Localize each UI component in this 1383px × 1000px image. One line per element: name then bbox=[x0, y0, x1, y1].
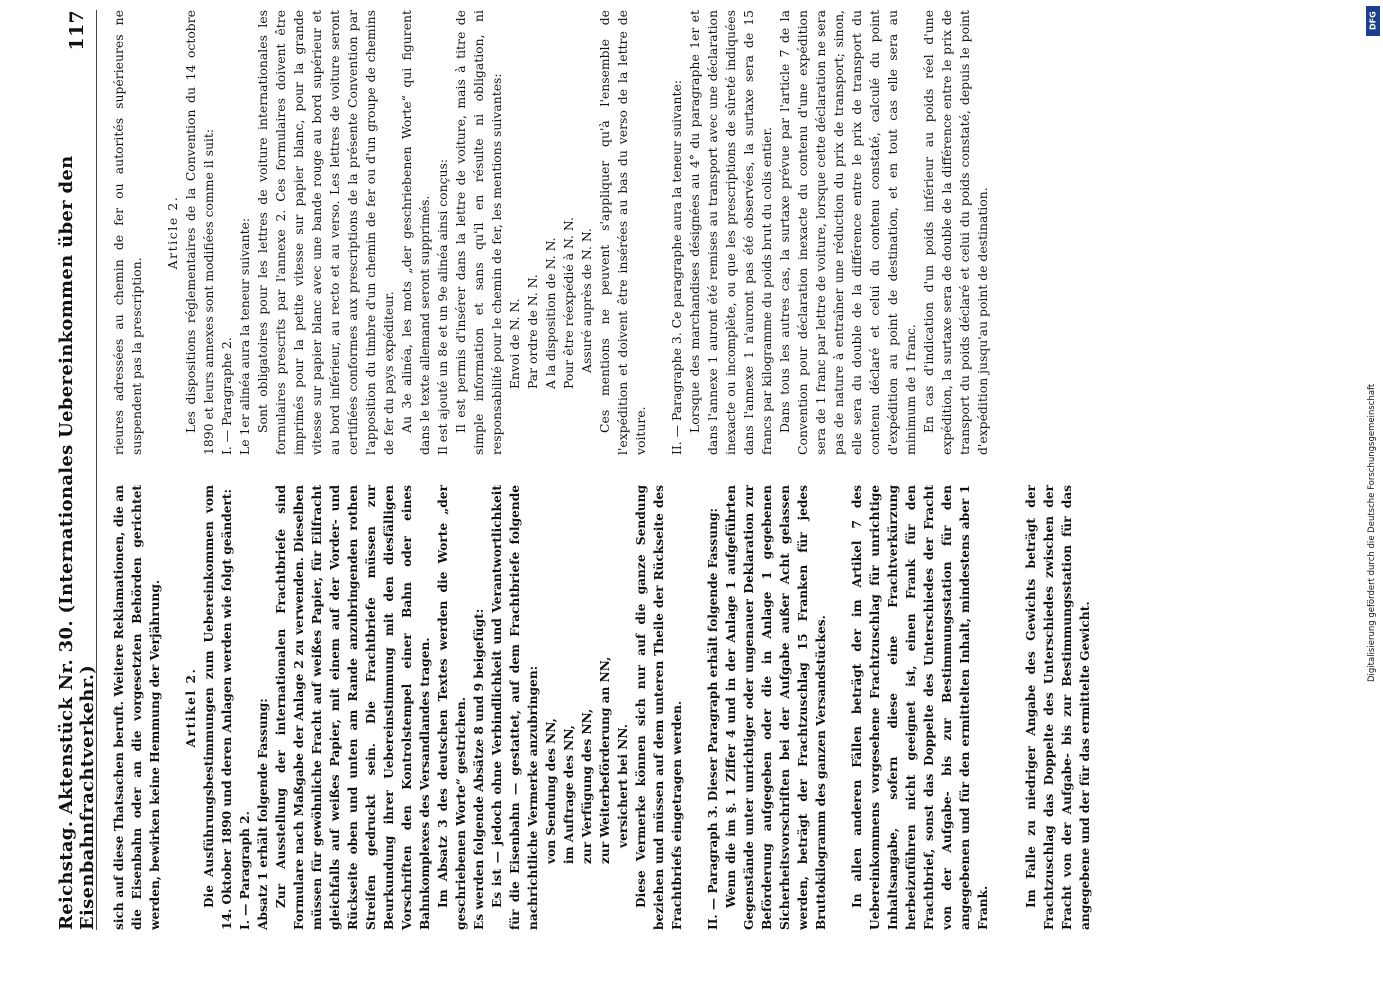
german-section-heading: II. — Paragraph 3. Dieser Paragraph erhält folgende Fassung: bbox=[706, 508, 720, 930]
french-paragraph: Au 3e alinéa, les mots „der geschriebenen Worte“ qui figurent dans le texte allemand seront supprimés. bbox=[399, 10, 432, 455]
german-paragraph: Die Ausführungsbestimmungen zum Uebereinkommen vom 14. Oktober 1890 und deren Anlagen werden wie folgt geändert: bbox=[202, 485, 234, 930]
dfg-logo-icon: DFG bbox=[1366, 6, 1380, 36]
french-list-item: Envoi de N. N. bbox=[507, 298, 522, 389]
french-paragraph: Le 1er alinéa aura la teneur suivante: bbox=[237, 217, 252, 455]
german-list-item: zur Verfügung des NN, bbox=[580, 708, 594, 864]
french-column bbox=[110, 10, 992, 455]
german-list-item: versichert bei NN. bbox=[616, 724, 630, 848]
german-paragraph: Diese Vermerke können sich nur auf die ganze Sendung beziehen und müssen auf dem unteren Theile der Rückseite des Frachtbriefs eingetragen werden. bbox=[634, 485, 684, 930]
french-paragraph: Sont obligatoires pour les lettres de voiture internationales les formulaires prescrits par l'annexe 2. Ces formulaires doivent être imprimés pour la petite vitesse sur papier blanc, pour la grande vitesse sur papier blanc avec une bande rouge au bord supérieur et au bord inférieur, au recto et au verso. Les lettres de voiture seront certifiées conformes aux prescriptions de la présente Convention par l'apposition du timbre d'un chemin de fer ou d'un groupe de chemins de fer du pays expéditeur. bbox=[255, 10, 396, 455]
french-paragraph: Dans tous les autres cas, la surtaxe prévue par l'article 7 de la Convention pour déclaration inexacte du contenu d'une expédition sera de 1 franc par lettre de voiture, lorsque cette déclaration ne sera pas de nature à entraîner une réduction du prix de transport; sinon, elle sera du double de la différence entre le prix de transport du contenu déclaré et celui du contenu constaté, calculé du point d'expédition au point de destination, et en tout cas elle sera au minimum de 1 franc. bbox=[777, 10, 918, 455]
german-section-heading: I. — Paragraph 2. bbox=[238, 811, 252, 930]
german-paragraph: Es werden folgende Absätze 8 und 9 beigefügt: bbox=[472, 608, 486, 930]
french-list-item: Assuré auprès de N. N. bbox=[579, 228, 594, 373]
page-header bbox=[56, 10, 98, 930]
page-number: 117 bbox=[66, 10, 88, 51]
german-paragraph: Im Absatz 3 des deutschen Textes werden die Worte „der geschriebenen Worte“ gestrichen. bbox=[436, 485, 468, 930]
french-list-item: A la disposition de N. N. bbox=[543, 237, 558, 389]
german-paragraph: Zur Ausstellung der internationalen Frachtbriefe sind Formulare nach Maßgabe der Anlage 2 zu verwenden. Dieselben müssen für gewöhnliche Fracht auf weißes Papier, für Eilfracht gleichfalls auf weißes Papier, mit einem auf der Vorder- und Rückseite oben und unten am Rande anzubringenden rothen Streifen gedruckt sein. Die Frachtbriefe müssen zur Beurkundung ihrer Uebereinstimmung mit den diesfälligen Vorschriften den Kontrolstempel einer Bahn oder eines Bahnkomplexes des Versandlandes tragen. bbox=[274, 485, 432, 930]
digitization-sidebar bbox=[1363, 0, 1383, 1000]
german-paragraph: Es ist — jedoch ohne Verbindlichkeit und Verantwortlichkeit für die Eisenbahn — gestattet, auf dem Frachtbriefe folgende nachrichtliche Vermerke anzubringen: bbox=[490, 485, 540, 930]
french-paragraph: Ces mentions ne peuvent s'appliquer qu'à l'ensemble de l'expédition et doivent être insérées au bas du verso de la lettre de voiture. bbox=[597, 10, 648, 455]
french-paragraph: rieures adressées au chemin de fer ou autorités supérieures ne suspendent pas la prescription. bbox=[111, 10, 144, 455]
french-paragraph: Lorsque des marchandises désignées au 4° du paragraphe 1er et dans l'annexe 1 auront été remises au transport avec une déclaration inexacte ou incomplète, ou que les prescriptions de sûreté indiquées dans l'annexe 1 n'auront pas été observées, la surtaxe sera de 15 francs par kilogramme du poids brut du colis entier. bbox=[687, 10, 774, 455]
german-column bbox=[110, 485, 1094, 930]
funding-credit: Digitalisierung gefördert durch die Deutsche Forschungsgemeinschaft bbox=[1367, 383, 1377, 682]
french-paragraph: Il est permis d'insérer dans la lettre de voiture, mais à titre de simple information et sans qu'il en résulte ni obligation, ni responsabilité pour le chemin de fer, les mentions suivantes: bbox=[453, 10, 504, 455]
french-section-heading: II. — Paragraphe 3. Ce paragraphe aura la teneur suivante: bbox=[669, 80, 684, 455]
french-section-heading: I. — Paragraphe 2. bbox=[219, 337, 234, 455]
french-article-heading: Article 2. bbox=[165, 195, 180, 270]
german-paragraph: Im Falle zu niedriger Angabe des Gewichts beträgt der Frachtzuschlag das Doppelte des Unterschiedes zwischen der Fracht von der Aufgabe- bis zur Bestimmungsstation für das angegebene und der für das ermittelte Gewicht. bbox=[1024, 485, 1092, 930]
german-article-heading: Artikel 2. bbox=[184, 667, 198, 748]
french-list-item: Par ordre de N. N. bbox=[525, 274, 540, 389]
french-paragraph: En cas d'indication d'un poids inférieur au poids réel d'une expédition, la surtaxe sera de double de la différence entre le prix de transport du poids déclaré et celui du poids constaté, depuis le point d'expédition jusqu'au point de destination. bbox=[921, 10, 990, 455]
german-paragraph: sich auf diese Thatsachen beruft. Weitere Reklamationen, die an die Eisenbahn oder an die vorgesetzten Behörden gerichtet werden, bewirken keine Hemmung der Verjährung. bbox=[112, 485, 162, 930]
german-list-item: im Auftrage des NN, bbox=[562, 725, 576, 864]
german-list-item: von Sendung des NN, bbox=[544, 718, 558, 864]
german-paragraph: Wenn die im §. 1 Ziffer 4 und in der Anlage 1 aufgeführten Gegenstände unter unrichtiger oder ungenauer Deklaration zur Beförderung aufgegeben oder die in Anlage 1 gegebenen Sicherheitsvorschriften bei der Aufgabe außer Acht gelassen werden, beträgt der Frachtzuschlag 15 Franken für jedes Bruttokilogramm des ganzen Versandstückes. bbox=[724, 485, 828, 930]
french-paragraph: Il est ajouté un 8e et un 9e alinéa ainsi conçus: bbox=[435, 158, 450, 455]
german-list-item: zur Weiterbeförderung an NN, bbox=[598, 656, 612, 864]
german-paragraph: In allen anderen Fällen beträgt der im Artikel 7 des Uebereinkommens vorgesehene Frachtzuschlag für unrichtige Inhaltsangabe, sofern diese eine Frachtverkürzung herbeizuführen nicht geeignet ist, einen Frank für den Frachtbrief, sonst das Doppelte des Unterschiedes der Fracht von der Aufgabe- bis zur Bestimmungsstation für den angegebenen und für den ermittelten Inhalt, mindestens aber 1 Frank. bbox=[850, 485, 990, 930]
french-list-item: Pour être réexpédié à N. N. bbox=[561, 217, 576, 389]
header-rule bbox=[96, 10, 97, 930]
running-head: Reichstag. Aktenstück Nr. 30. (Internationales Uebereinkommen über den Eisenbahnfrachtverkehr.) bbox=[56, 155, 98, 930]
german-paragraph: Absatz 1 erhält folgende Fassung: bbox=[256, 698, 270, 930]
french-paragraph: Les dispositions réglementaires de la Convention du 14 octobre 1890 et leurs annexes sont modifiées comme il suit: bbox=[183, 10, 216, 455]
